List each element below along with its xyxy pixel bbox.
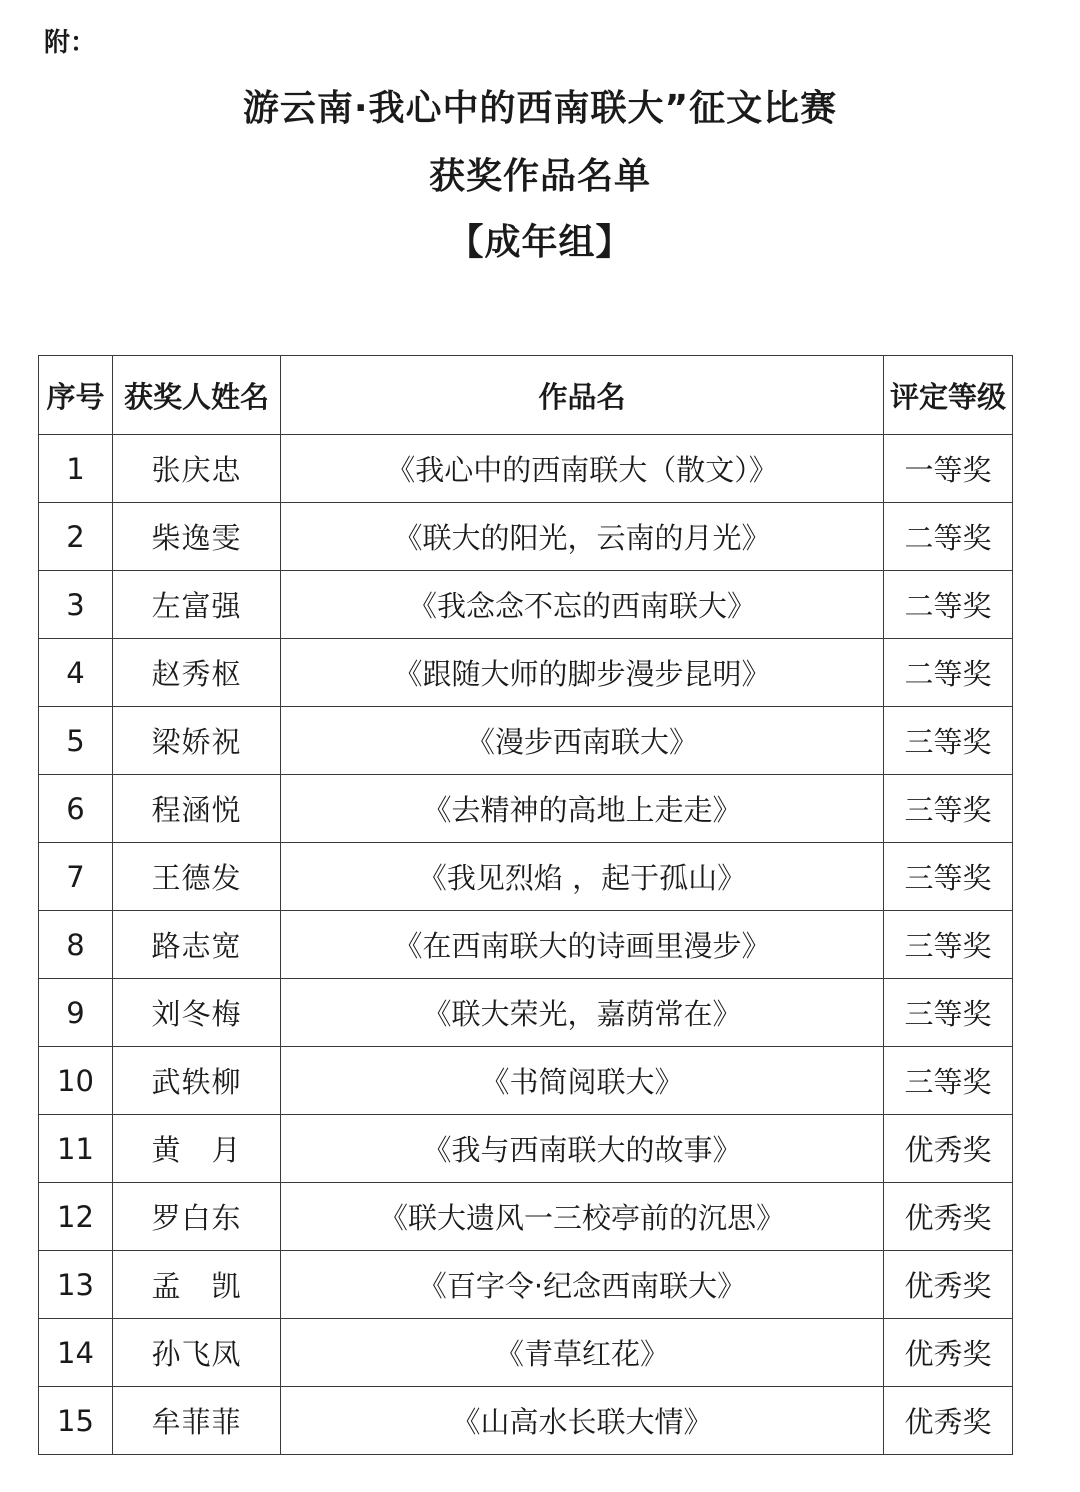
table-row bbox=[39, 571, 1013, 639]
work-title: 《我见烈焰 ，起于孤山》 bbox=[281, 843, 884, 911]
work-title: 《百字令·纪念西南联大》 bbox=[281, 1251, 884, 1319]
table-row bbox=[39, 1047, 1013, 1115]
document-subtitle: 获奖作品名单 bbox=[428, 156, 651, 197]
award-level: 三等奖 bbox=[884, 707, 1013, 775]
table-row bbox=[39, 1115, 1013, 1183]
row-number: 9 bbox=[39, 979, 113, 1047]
row-number: 15 bbox=[39, 1387, 113, 1455]
row-number: 7 bbox=[39, 843, 113, 911]
table-row bbox=[39, 1387, 1013, 1455]
work-title: 《去精神的高地上走走》 bbox=[281, 775, 884, 843]
work-title: 《联大遗风一三校亭前的沉思》 bbox=[281, 1183, 884, 1251]
winner-name: 梁娇祝 bbox=[113, 707, 281, 775]
row-number: 11 bbox=[39, 1115, 113, 1183]
row-number: 13 bbox=[39, 1251, 113, 1319]
row-number: 10 bbox=[39, 1047, 113, 1115]
table-row bbox=[39, 639, 1013, 707]
award-level: 优秀奖 bbox=[884, 1319, 1013, 1387]
award-level: 三等奖 bbox=[884, 911, 1013, 979]
work-title: 《山高水长联大情》 bbox=[281, 1387, 884, 1455]
winner-name: 柴逸雯 bbox=[113, 503, 281, 571]
table-row bbox=[39, 843, 1013, 911]
awards-table-body bbox=[39, 435, 1013, 1455]
group-label: 【成年组】 bbox=[447, 222, 633, 263]
work-title: 《漫步西南联大》 bbox=[281, 707, 884, 775]
row-number: 1 bbox=[39, 435, 113, 503]
row-number: 12 bbox=[39, 1183, 113, 1251]
row-number: 3 bbox=[39, 571, 113, 639]
winner-name: 左富强 bbox=[113, 571, 281, 639]
award-level: 三等奖 bbox=[884, 979, 1013, 1047]
winner-name: 黄 月 bbox=[113, 1115, 281, 1183]
winner-name: 罗白东 bbox=[113, 1183, 281, 1251]
work-title: 《跟随大师的脚步漫步昆明》 bbox=[281, 639, 884, 707]
award-level: 三等奖 bbox=[884, 1047, 1013, 1115]
winner-name: 孟 凯 bbox=[113, 1251, 281, 1319]
table-row bbox=[39, 775, 1013, 843]
award-level: 优秀奖 bbox=[884, 1115, 1013, 1183]
table-row bbox=[39, 1183, 1013, 1251]
table-row bbox=[39, 911, 1013, 979]
winner-name: 赵秀枢 bbox=[113, 639, 281, 707]
award-level: 一等奖 bbox=[884, 435, 1013, 503]
table-header-row bbox=[39, 356, 1013, 435]
column-header-award-level: 评定等级 bbox=[884, 356, 1013, 435]
column-header-work-title: 作品名 bbox=[281, 356, 884, 435]
award-level: 三等奖 bbox=[884, 843, 1013, 911]
work-title: 《我心中的西南联大（散文）》 bbox=[281, 435, 884, 503]
row-number: 6 bbox=[39, 775, 113, 843]
table-row bbox=[39, 503, 1013, 571]
winner-name: 程涵悦 bbox=[113, 775, 281, 843]
winner-name: 刘冬梅 bbox=[113, 979, 281, 1047]
winner-name: 牟菲菲 bbox=[113, 1387, 281, 1455]
award-level: 二等奖 bbox=[884, 503, 1013, 571]
work-title: 《书简阅联大》 bbox=[281, 1047, 884, 1115]
award-level: 优秀奖 bbox=[884, 1251, 1013, 1319]
row-number: 4 bbox=[39, 639, 113, 707]
work-title: 《在西南联大的诗画里漫步》 bbox=[281, 911, 884, 979]
table-row bbox=[39, 707, 1013, 775]
winner-name: 武轶柳 bbox=[113, 1047, 281, 1115]
row-number: 5 bbox=[39, 707, 113, 775]
column-header-winner-name: 获奖人姓名 bbox=[113, 356, 281, 435]
work-title: 《我与西南联大的故事》 bbox=[281, 1115, 884, 1183]
document-title: 游云南·我心中的西南联大”征文比赛 bbox=[242, 88, 838, 129]
work-title: 《我念念不忘的西南联大》 bbox=[281, 571, 884, 639]
work-title: 《青草红花》 bbox=[281, 1319, 884, 1387]
award-level: 优秀奖 bbox=[884, 1183, 1013, 1251]
winner-name: 王德发 bbox=[113, 843, 281, 911]
row-number: 14 bbox=[39, 1319, 113, 1387]
row-number: 8 bbox=[39, 911, 113, 979]
table-row bbox=[39, 435, 1013, 503]
award-level: 二等奖 bbox=[884, 571, 1013, 639]
winner-name: 张庆忠 bbox=[113, 435, 281, 503]
table-row bbox=[39, 1319, 1013, 1387]
award-level: 优秀奖 bbox=[884, 1387, 1013, 1455]
award-level: 三等奖 bbox=[884, 775, 1013, 843]
table-row bbox=[39, 979, 1013, 1047]
attachment-label: 附： bbox=[44, 28, 97, 58]
column-header-number: 序号 bbox=[39, 356, 113, 435]
winner-name: 路志宽 bbox=[113, 911, 281, 979]
work-title: 《联大荣光，嘉荫常在》 bbox=[281, 979, 884, 1047]
table-row bbox=[39, 1251, 1013, 1319]
winner-name: 孙飞凤 bbox=[113, 1319, 281, 1387]
awards-table bbox=[38, 355, 1013, 1455]
work-title: 《联大的阳光，云南的月光》 bbox=[281, 503, 884, 571]
award-level: 二等奖 bbox=[884, 639, 1013, 707]
row-number: 2 bbox=[39, 503, 113, 571]
